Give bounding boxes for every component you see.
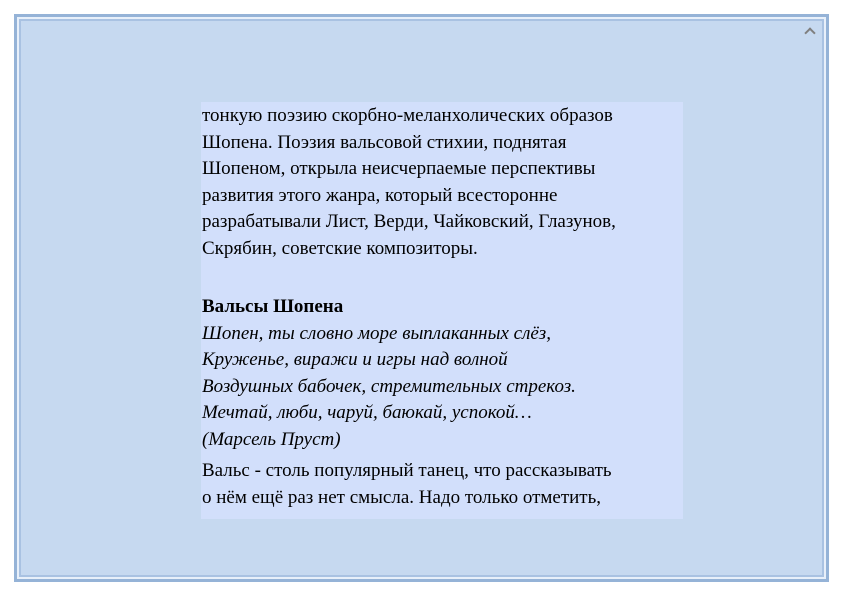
verse-line: Шопен, ты словно море выплаканных слёз, <box>202 322 551 344</box>
slide-text-block <box>201 102 683 519</box>
corner-chevron-icon <box>804 27 815 38</box>
verse-line: Воздушных бабочек, стремительных стрекоз. <box>202 375 576 397</box>
intro-line: тонкую поэзию скорбно-меланхолических образов <box>202 105 613 126</box>
intro-line: Скрябин, советские композиторы. <box>202 237 478 259</box>
intro-line: разрабатывали Лист, Верди, Чайковский, Глазунов, <box>202 211 616 232</box>
verse-line: Мечтай, люби, чаруй, баюкай, успокой… <box>202 402 532 423</box>
intro-line: развития этого жанра, который всесторонне <box>202 184 558 206</box>
closing-line: Вальс - столь популярный танец, что рассказывать <box>202 460 612 481</box>
verse-line: Круженье, виражи и игры над волной <box>202 349 508 370</box>
section-heading: Вальсы Шопена <box>202 296 344 317</box>
intro-line: Шопеном, открыла неисчерпаемые перспективы <box>202 158 596 179</box>
intro-line: Шопена. Поэзия вальсовой стихии, поднятая <box>202 131 567 153</box>
verse-attribution: (Марсель Пруст) <box>202 428 341 450</box>
closing-line: о нём ещё раз нет смысла. Надо только отметить, <box>202 486 602 508</box>
slide-frame <box>14 14 829 582</box>
paragraph-spacer <box>202 262 683 294</box>
